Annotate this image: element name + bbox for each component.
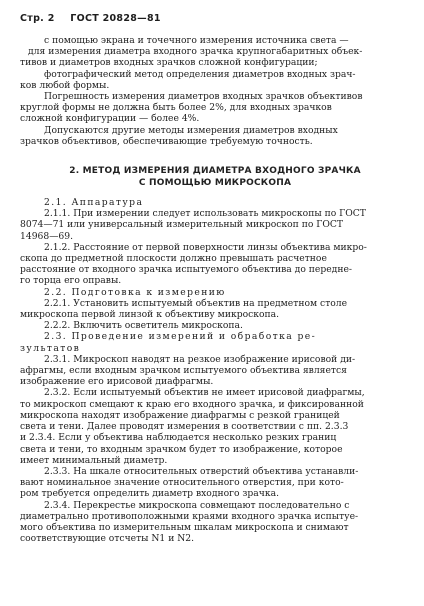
body-line: 2.1.1. При измерении следует использовать микроскопы по ГОСТ bbox=[44, 208, 366, 220]
body-line: расстояние от входного зрачка испытуемого объектива до передне- bbox=[20, 264, 352, 276]
standard-code: ГОСТ 20828—81 bbox=[70, 13, 161, 24]
intro-line: Погрешность измерения диаметров входных зрачков объективов bbox=[44, 91, 363, 103]
subsection-heading: зультатов bbox=[20, 342, 81, 354]
body-line: изображение его ирисовой диафрагмы. bbox=[20, 376, 214, 388]
body-line: диаметрально противоположными краями входного зрачка испытуе- bbox=[20, 510, 359, 522]
section-title bbox=[20, 165, 410, 189]
body-line: 2.3.1. Микроскоп наводят на резкое изображение ирисовой ди- bbox=[44, 353, 356, 365]
body-line: соответствующие отсчеты N1 и N2. bbox=[20, 533, 195, 545]
body-line: света и тени, то входным зрачком будет то изображение, которое bbox=[20, 443, 343, 455]
body-line: имеет минимальный диаметр. bbox=[20, 454, 168, 466]
page-header bbox=[20, 13, 410, 24]
body-line: мого объектива по измерительным шкалам микроскопа и снимают bbox=[20, 521, 349, 533]
body-line: го торца его оправы. bbox=[20, 275, 122, 287]
subsection-heading: 2.3. Проведение измерений и обработка ре- bbox=[44, 331, 317, 343]
intro-line: ков любой формы. bbox=[20, 79, 110, 91]
intro-block bbox=[20, 35, 410, 147]
body-line: микроскопа находят изображение диафрагмы с резкой границей bbox=[20, 409, 340, 421]
body-block bbox=[20, 197, 410, 544]
body-line: скопа до предметной плоскости должно превышать расчетное bbox=[20, 253, 327, 265]
intro-line: круглой формы не должна быть более 2%, для входных зрачков bbox=[20, 102, 332, 114]
intro-line: зрачков объективов, обеспечивающие требуемую точность. bbox=[20, 135, 313, 147]
section-title-line: С ПОМОЩЬЮ МИКРОСКОПА bbox=[138, 178, 292, 189]
section-title-line: 2. МЕТОД ИЗМЕРЕНИЯ ДИАМЕТРА ВХОДНОГО ЗРАЧКА bbox=[69, 166, 361, 177]
body-line: то микроскоп смещают к краю его входного зрачка, и фиксированной bbox=[20, 398, 364, 410]
body-line: 14968—69. bbox=[20, 230, 74, 242]
body-line: афрагмы, если входным зрачком испытуемого объектива является bbox=[20, 365, 347, 377]
body-line: и 2.3.4. Если у объектива наблюдается несколько резких границ bbox=[20, 432, 337, 444]
intro-line: сложной конфигурации — более 4%. bbox=[20, 113, 200, 125]
subsection-heading: 2.1. Аппаратура bbox=[44, 197, 144, 209]
intro-line: с помощью экрана и точечного измерения источника света — bbox=[44, 35, 349, 46]
body-line: 2.3.2. Если испытуемый объектив не имеет ирисовой диафрагмы, bbox=[44, 387, 365, 399]
body-line: 2.1.2. Расстояние от первой поверхности линзы объектива микро- bbox=[44, 241, 367, 253]
intro-line: тивов и диаметров входных зрачков сложной конфигурации; bbox=[20, 57, 318, 69]
intro-line: для измерения диаметра входного зрачка крупногабаритных объек- bbox=[28, 46, 363, 58]
body-line: 2.3.3. На шкале относительных отверстий объектива устанавли- bbox=[44, 465, 359, 477]
intro-line: фотографический метод определения диаметров входных зрач- bbox=[44, 68, 356, 80]
body-line: света и тени. Далее проводят измерения в соответствии с пп. 2.3.3 bbox=[20, 421, 349, 433]
body-line: 8074—71 или универсальный измерительный микроскоп по ГОСТ bbox=[20, 219, 344, 231]
page-number: Стр. 2 bbox=[20, 13, 55, 24]
subsection-heading: 2.2. Подготовка к измерению bbox=[44, 286, 226, 298]
body-line: 2.2.2. Включить осветитель микроскопа. bbox=[44, 320, 243, 332]
intro-line: Допускаются другие методы измерения диаметров входных bbox=[44, 124, 338, 136]
body-line: 2.2.1. Установить испытуемый объектив на предметном столе bbox=[44, 297, 348, 309]
body-line: 2.3.4. Перекрестье микроскопа совмещают последовательно с bbox=[44, 499, 350, 511]
body-line: ром требуется определить диаметр входного зрачка. bbox=[20, 488, 280, 500]
body-line: микроскопа первой линзой к объективу микроскопа. bbox=[20, 309, 280, 321]
body-line: вают номинальное значение относительного отверстия, при кото- bbox=[20, 477, 344, 489]
